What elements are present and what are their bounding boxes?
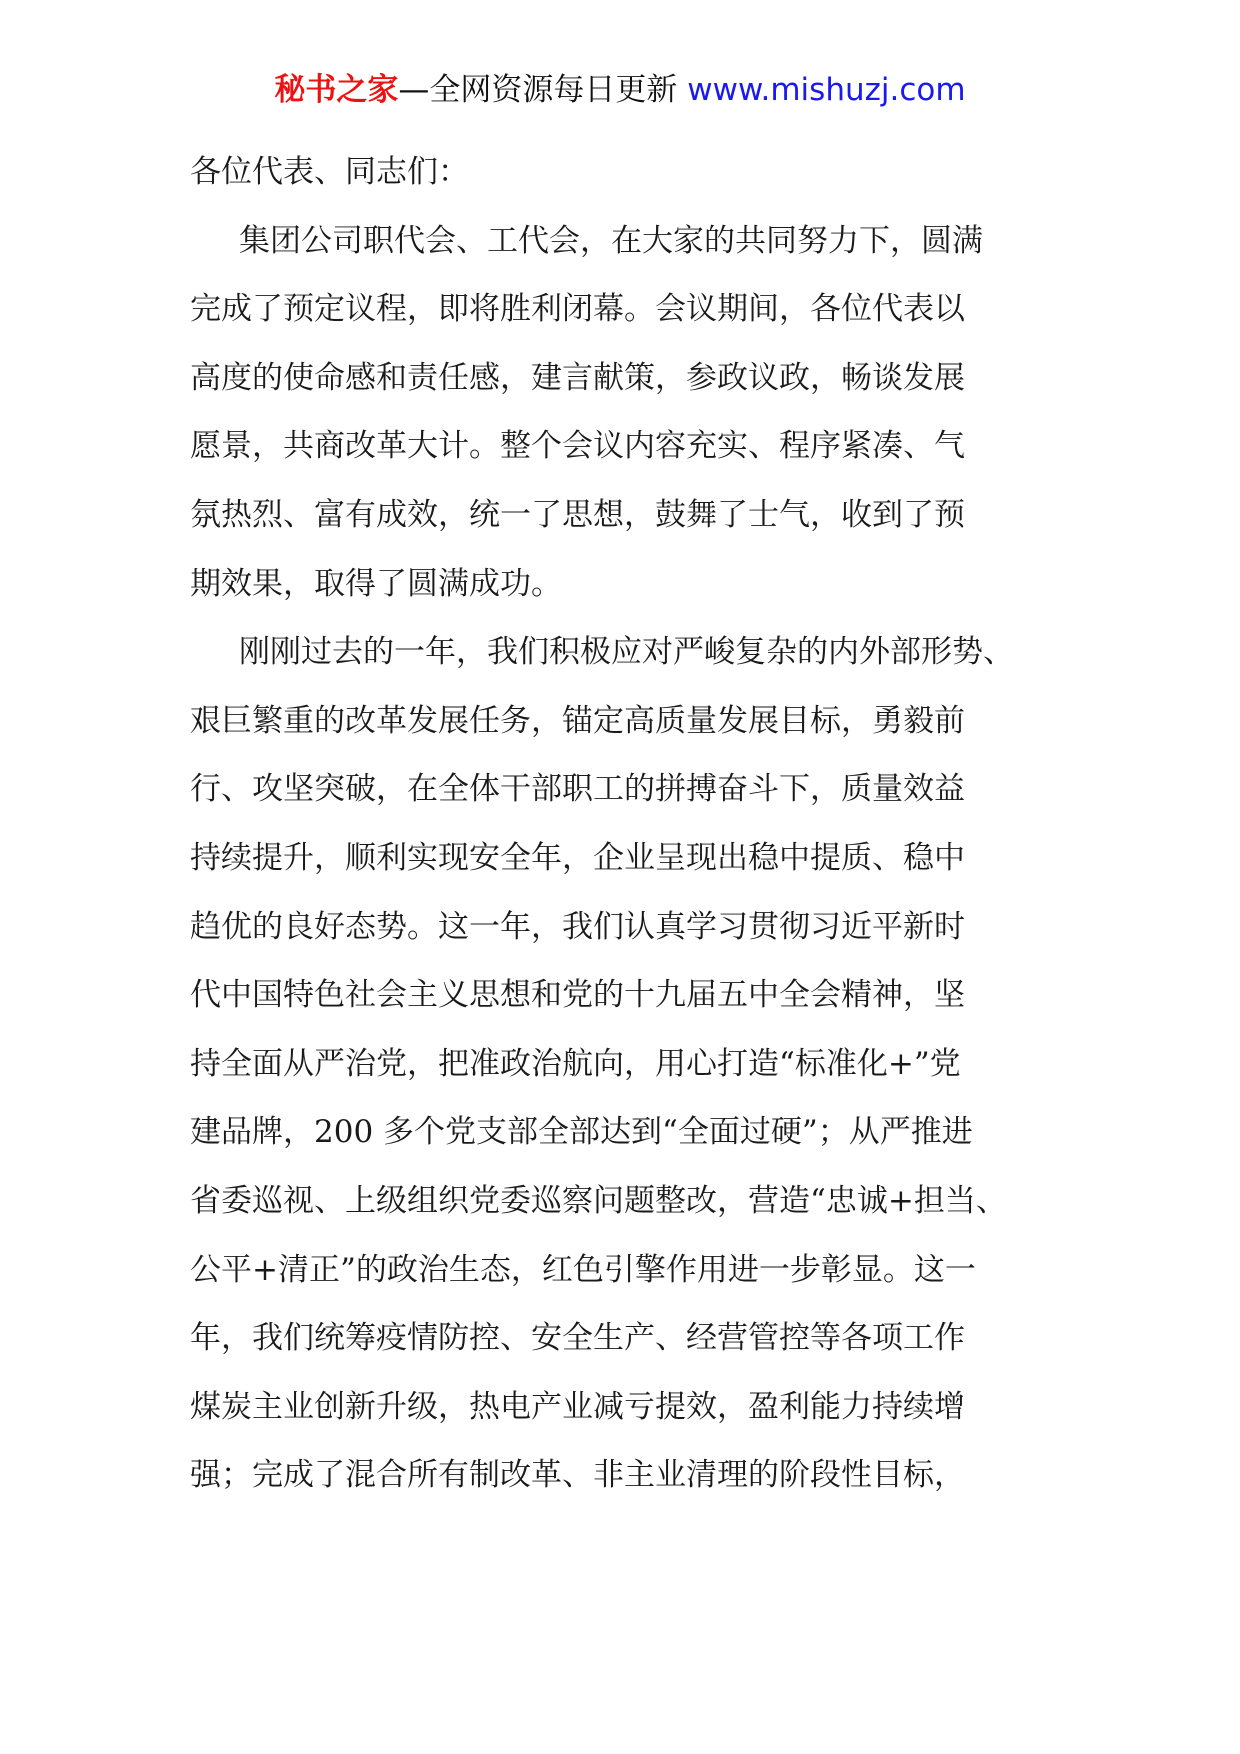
document-body [190,138,1060,1510]
text-line: 完成了预定议程，即将胜利闭幕。会议期间，各位代表以 [190,291,965,328]
paragraph-1 [190,207,1060,619]
text-line: 代中国特色社会主义思想和党的十九届五中全会精神，坚 [190,977,965,1014]
text-line: 持续提升，顺利实现安全年，企业呈现出稳中提质、稳中 [190,839,965,876]
salutation: 各位代表、同志们： [190,154,469,190]
text-line: 刚刚过去的一年，我们积极应对严峻复杂的内外部形势、 [239,634,1014,671]
text-line: 公平+清正”的政治生态，红色引擎作用进一步彰显。这一 [190,1251,976,1288]
text-line: 行、攻坚突破，在全体干部职工的拼搏奋斗下，质量效益 [190,771,965,808]
text-line: 愿景，共商改革大计。整个会议内容充实、程序紧凑、气 [190,428,965,465]
site-tagline: —全网资源每日更新 [398,72,678,108]
text-line: 期效果，取得了圆满成功。 [190,565,562,602]
text-line: 氛热烈、富有成效，统一了思想，鼓舞了士气，收到了预 [190,496,965,533]
text-line: 趋优的良好态势。这一年，我们认真学习贯彻习近平新时 [190,908,965,945]
paragraph-2 [190,618,1060,1510]
text-line: 高度的使命感和责任感，建言献策，参政议政，畅谈发展 [190,359,965,396]
text-line: 集团公司职代会、工代会，在大家的共同努力下，圆满 [239,222,983,259]
text-line: 建品牌，200 多个党支部全部达到“全面过硬”；从严推进 [190,1114,973,1151]
text-line: 省委巡视、上级组织党委巡察问题整改，营造“忠诚+担当、 [190,1182,1007,1219]
text-line: 年，我们统筹疫情防控、安全生产、经营管控等各项工作 [190,1320,965,1357]
site-url: www.mishuzj.com [687,72,966,108]
text-line: 煤炭主业创新升级，热电产业减亏提效，盈利能力持续增 [190,1388,965,1425]
site-brand: 秘书之家 [274,72,399,108]
text-line: 强；完成了混合所有制改革、非主业清理的阶段性目标， [190,1457,965,1494]
text-line: 艰巨繁重的改革发展任务，锚定高质量发展目标，勇毅前 [190,702,965,739]
watermark-header [0,68,1240,112]
text-line: 持全面从严治党，把准政治航向，用心打造“标准化+”党 [190,1045,961,1082]
